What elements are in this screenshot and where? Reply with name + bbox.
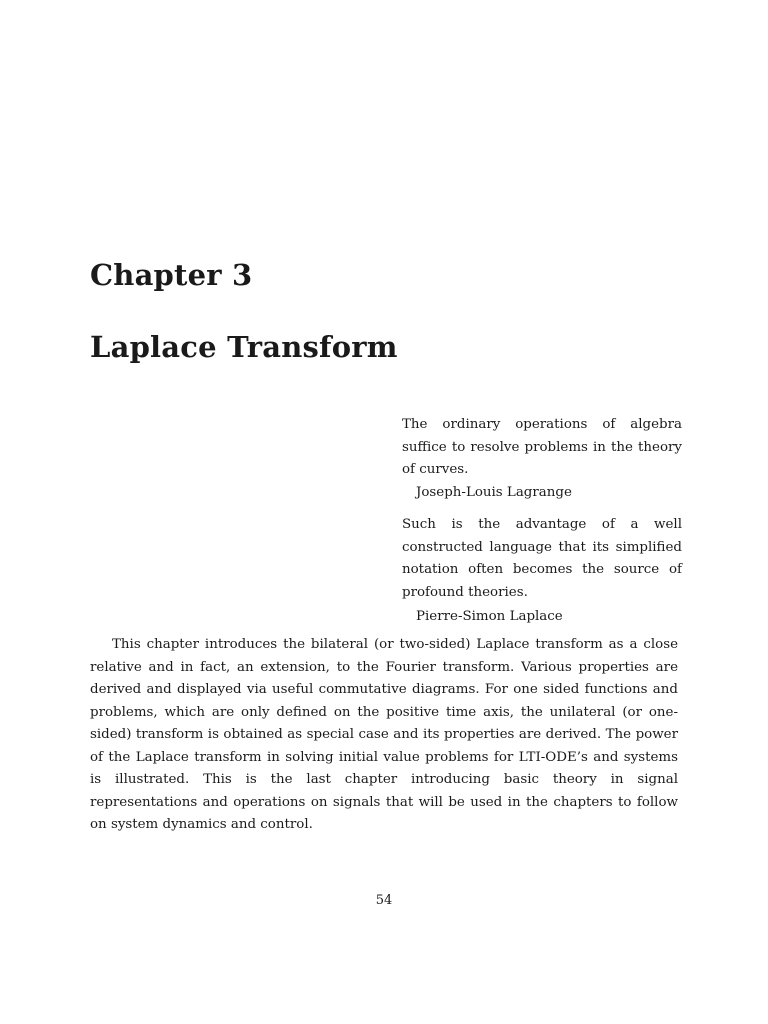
epigraph-author: Pierre-Simon Laplace [416, 609, 563, 624]
epigraph-lagrange [402, 414, 682, 504]
chapter-intro-paragraph: This chapter introduces the bilateral (or two-sided) Laplace transform as a close relative and in fact, an extension, to the Fourier transform. Various properties are derived and displayed via useful commutative diagrams. For one sided functions and problems, which are only defined on the positive time axis, the unilateral (or one-sided) transform is obtained as special case and its properties are derived. The power of the Laplace transform in solving initial value problems for LTI-ODE’s and systems is illustrated. This is the last chapter introducing basic theory in signal representations and operations on signals that will be used in the chapters to follow on system dynamics and control. [90, 637, 678, 832]
chapter-title: Laplace Transform [90, 330, 398, 364]
epigraph-laplace [402, 514, 682, 629]
chapter-number: Chapter 3 [90, 258, 253, 292]
page-number: 54 [375, 893, 393, 908]
epigraph-quote: The ordinary operations of algebra suffice to resolve problems in the theory of curves. [402, 417, 682, 477]
epigraph-author: Joseph-Louis Lagrange [416, 484, 572, 500]
epigraph-quote: Such is the advantage of a well constructed language that its simplified notation often becomes the source of profound theories. [402, 517, 682, 600]
